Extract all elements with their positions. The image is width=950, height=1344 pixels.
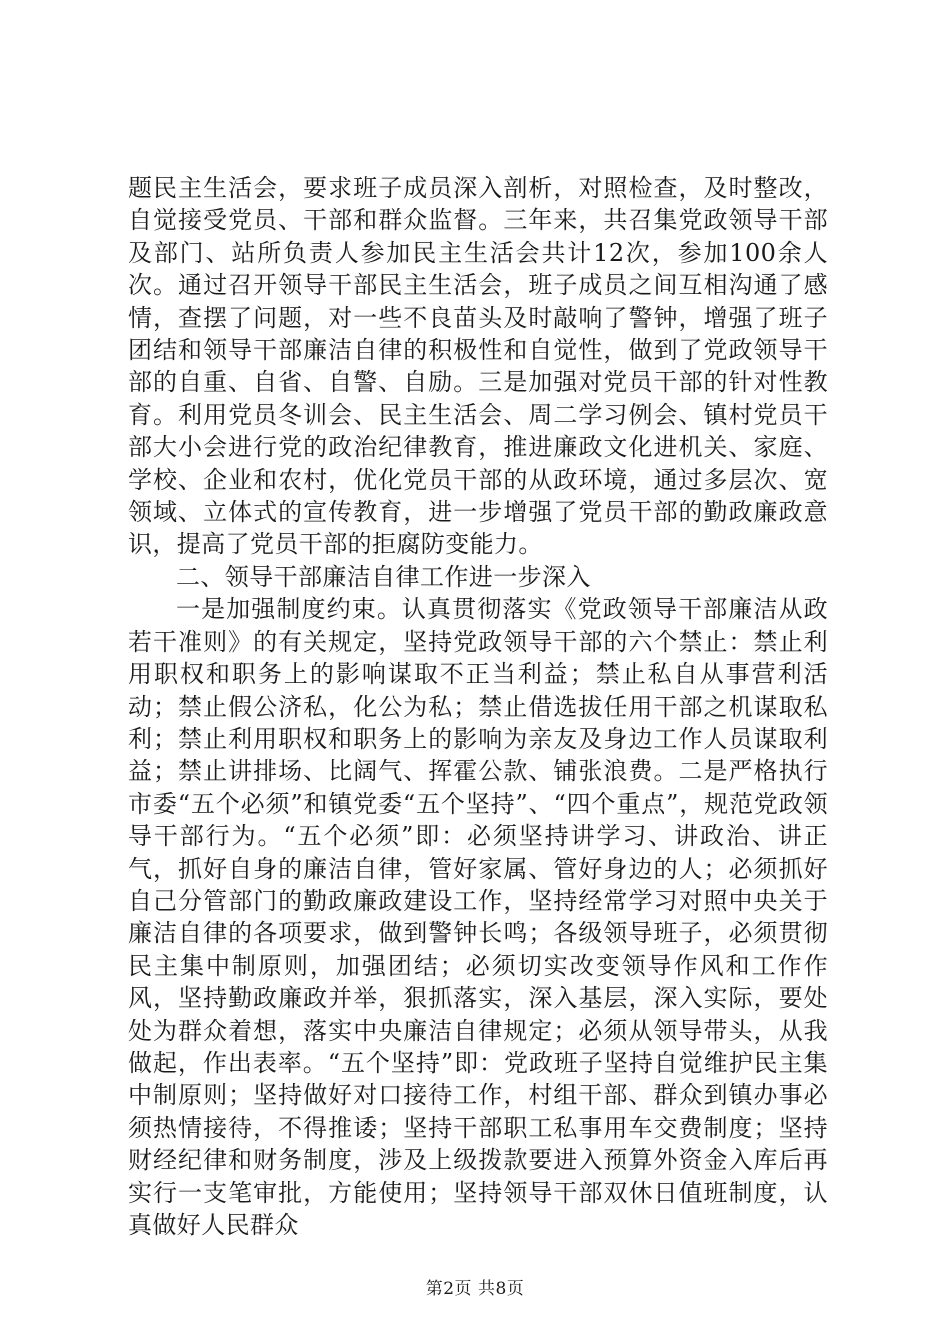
section-heading: 二、领导干部廉洁自律工作进一步深入 xyxy=(176,562,591,591)
document-body xyxy=(128,172,828,1241)
paragraph: 一是加强制度约束。认真贯彻落实《党政领导干部廉洁从政若干准则》的有关规定，坚持党政领导干部的六个禁止：禁止利用职权和职务上的影响谋取不正当利益；禁止私自从事营利活动；禁止假公济私，化公为私；禁止借选拔任用干部之机谋取私利；禁止利用职权和职务上的影响为亲友及身边工作人员谋取利益；禁止讲排场、比阔气、挥霍公款、铺张浪费。二是严格执行市委“五个必须”和镇党委“五个坚持”、“四个重点”，规范党政领导干部行为。“五个必须”即：必须坚持讲学习、讲政治、讲正气，抓好自身的廉洁自律，管好家属、管好身边的人；必须抓好自己分管部门的勤政廉政建设工作，坚持经常学习对照中央关于廉洁自律的各项要求，做到警钟长鸣；各级领导班子，必须贯彻民主集中制原则，加强团结；必须切实改变领导作风和工作作风，坚持勤政廉政并举，狠抓落实，深入基层，深入实际，要处处为群众着想，落实中央廉洁自律规定；必须从领导带头，从我做起，作出表率。“五个坚持”即：党政班子坚持自觉维护民主集中制原则；坚持做好对口接待工作，村组干部、群众到镇办事必须热情接待，不得推诿；坚持干部职工私事用车交费制度；坚持财经纪律和财务制度，涉及上级拨款要进入预算外资金入库后再实行一支笔审批，方能使用；坚持领导干部双休日值班制度，认真做好人民群众 xyxy=(128,595,828,1239)
paragraph-continued: 题民主生活会，要求班子成员深入剖析，对照检查，及时整改，自觉接受党员、干部和群众监督。三年来，共召集党政领导干部及部门、站所负责人参加民主生活会共计12次，参加100余人次。通过召开领导干部民主生活会，班子成员之间互相沟通了感情，查摆了问题，对一些不良苗头及时敲响了警钟，增强了班子团结和领导干部廉洁自律的积极性和自觉性，做到了党政领导干部的自重、自省、自警、自励。三是加强对党员干部的针对性教育。利用党员冬训会、民主生活会、周二学习例会、镇村党员干部大小会进行党的政治纪律教育，推进廉政文化进机关、家庭、学校、企业和农村，优化党员干部的从政环境，通过多层次、宽领域、立体式的宣传教育，进一步增强了党员干部的勤政廉政意识，提高了党员干部的拒腐防变能力。 xyxy=(128,174,828,559)
page-footer: 第2页 共8页 xyxy=(425,1279,525,1299)
